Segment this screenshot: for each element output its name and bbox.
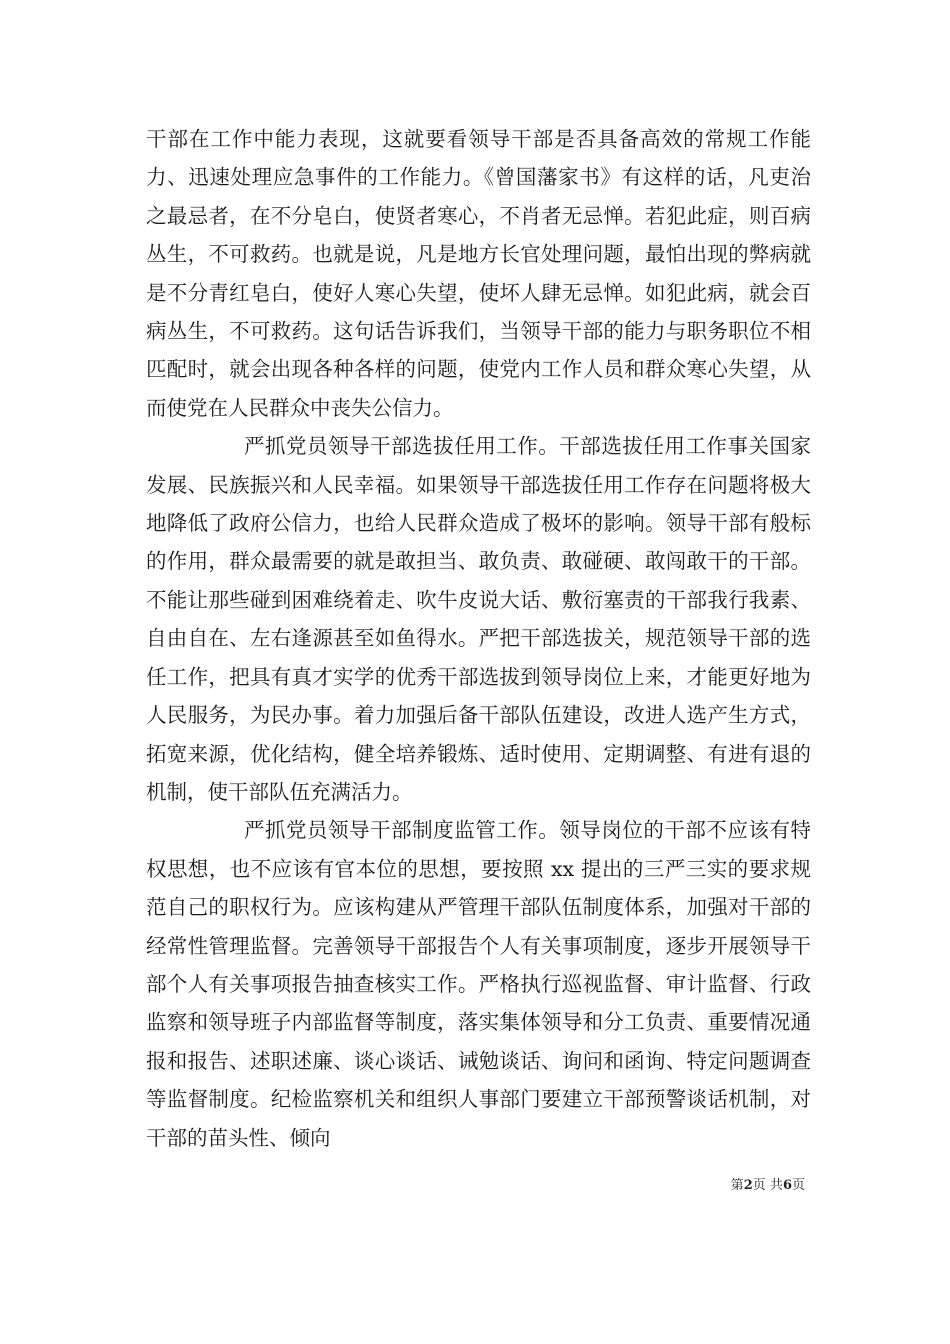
total-page-number: 6 [782,1178,792,1193]
footer-suffix: 页 [791,1178,805,1193]
paragraph-3: 严抓党员领导干部制度监管工作。领导岗位的干部不应该有特权思想，也不应该有官本位的思想，要按照 xx 提出的三严三实的要求规范自己的职权行为。应该构建从严管理干部队伍制度体系，加强对干部的经常性管理监督。完善领导干部报告个人有关事项制度，逐步开展领导干部个人有关事项报告抽查核实工作。严格执行巡视监督、审计监督、行政监察和领导班子内部监督等制度，落实集体领导和分工负责、重要情况通报和报告、述职述廉、谈心谈话、诫勉谈话、询问和函询、特定问题调查等监督制度。纪检监察机关和组织人事部门要建立干部预警谈话机制，对干部的苗头性、倾向 [146,818,811,1150]
page-footer [731,1177,805,1195]
paragraph-1: 干部在工作中能力表现，这就要看领导干部是否具备高效的常规工作能力、迅速处理应急事件的工作能力。《曾国藩家书》有这样的话，凡吏治之最忌者，在不分皂白，使贤者寒心，不肖者无忌惮。若犯此症，则百病丛生，不可救药。也就是说，凡是地方长官处理问题，最怕出现的弊病就是不分青红皂白，使好人寒心失望，使坏人肆无忌惮。如犯此病，就会百病丛生，不可救药。这句话告诉我们，当领导干部的能力与职务职位不相匹配时，就会出现各种各样的问题，使党内工作人员和群众寒心失望，从而使党在人民群众中丧失公信力。 [146,127,811,420]
footer-middle: 页 共 [752,1178,783,1193]
current-page-number: 2 [743,1178,753,1193]
footer-prefix: 第 [730,1178,744,1193]
body-text [146,120,811,1157]
paragraph-2: 严抓党员领导干部选拔任用工作。干部选拔任用工作事关国家发展、民族振兴和人民幸福。如果领导干部选拔任用工作存在问题将极大地降低了政府公信力，也给人民群众造成了极坏的影响。领导干部有般标的作用，群众最需要的就是敢担当、敢负责、敢碰硬、敢闯敢干的干部。不能让那些碰到困难绕着走、吹牛皮说大话、敷衍塞责的干部我行我素、自由自在、左右逢源甚至如鱼得水。严把干部选拔关，规范领导干部的选任工作，把具有真才实学的优秀干部选拔到领导岗位上来，才能更好地为人民服务，为民办事。着力加强后备干部队伍建设，改进人选产生方式，拓宽来源，优化结构，健全培养锻炼、适时使用、定期调整、有进有退的机制，使干部队伍充满活力。 [146,434,811,804]
